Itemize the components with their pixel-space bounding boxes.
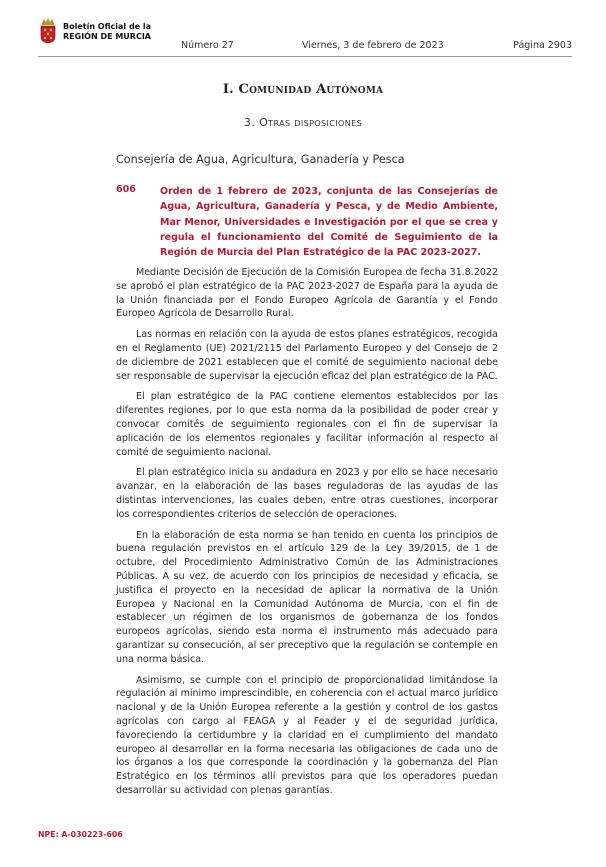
murcia-coat-of-arms-icon	[38, 16, 58, 44]
body-paragraph: En la elaboración de esta norma se han tenido en cuenta los principios de buena regulación previstos en el artículo 129 de la Ley 39/2015, de 1 de octubre, del Procedimiento Administrativo Común de las Administraciones Públicas. A su vez, de acuerdo con los principios de necesidad y eficacia, se justifica el proyecto en la necesidad de aplicar la normativa de la Unión Europea y Nacional en la Comunidad Autónoma de Murcia, con el fin de establecer un régimen de los organismos de gobernanza de los fondos europeos agrícolas, siendo esta norma el instrumento más adecuado para garantizar su consecución, al ser preceptivo que la regulación se contemple en una norma básica.	[116, 529, 498, 665]
department-name: Consejería de Agua, Agricultura, Ganadería y Pesca	[116, 153, 405, 166]
order-body	[116, 266, 498, 805]
publication-line-1: Boletín Oficial de la	[63, 22, 152, 31]
body-paragraph: Las normas en relación con la ayuda de estos planes estratégicos, recogida en el Reglamento (UE) 2021/2115 del Parlamento Europeo y del Consejo de 2 de diciembre de 2021 establecen que el comité de seguimiento nacional debe ser responsable de supervisar la ejecución eficaz del plan estratégico de la PAC.	[116, 329, 498, 382]
publication-line-2: REGIÓN DE MURCIA	[63, 32, 151, 41]
body-paragraph: Mediante Decisión de Ejecución de la Comisión Europea de fecha 31.8.2022 se aprobó el plan estratégico de la PAC 2023-2027 de España para la ayuda de la Unión financiada por el Fondo Europeo Agrícola de Garantía y el Fondo Europeo Agrícola de Desarrollo Rural.	[116, 267, 498, 320]
order-title: Orden de 1 febrero de 2023, conjunta de las Consejerías de Agua, Agricultura, Ganadería y Pesca, y de Medio Ambiente, Mar Menor, Universidades e Investigación por el que se crea y regula el funcionamiento del Comité de Seguimiento de la Región de Murcia del Plan Estratégico de la PAC 2023-2027.	[160, 186, 498, 259]
section-title: I. Comunidad Autónoma	[222, 82, 384, 97]
header-divider	[38, 56, 572, 57]
body-paragraph: Asimismo, se cumple con el principio de proporcionalidad limitándose la regulación al mínimo imprescindible, en coherencia con el actual marco jurídico nacional y de la Unión Europea referente a la gestión y control de los gastos agrícolas con cargo al FEAGA y al Feader y el de seguridad jurídica, favoreciendo la certidumbre y la claridad en el cumplimiento del mandato europeo al desarrollar en la forma necesaria las obligaciones de cada uno de los órganos a los que corresponde la coordinación y la gobernanza del Plan Estratégico en los términos allí previstos para que los operadores puedan desarrollar su actividad con plenas garantías.	[116, 674, 498, 796]
issue-date: Viernes, 3 de febrero de 2023	[302, 40, 444, 51]
publication-name	[63, 22, 151, 42]
subsection-title: 3. Otras disposiciones	[243, 116, 363, 129]
body-paragraph: El plan estratégico inicia su andadura en 2023 y por ello se hace necesario avanzar, en la elaboración de las bases reguladoras de las ayudas de las distintas intervenciones, las cuales deben, entre otras cuestiones, incorporar los correspondientes criterios de selección de operaciones.	[116, 467, 498, 520]
body-paragraph: El plan estratégico de la PAC contiene elementos establecidos por las diferentes regiones, por lo que esta norma da la posibilidad de poder crear y convocar comités de seguimiento regionales con el fin de supervisar la aplicación de los elementos regionales y facilitar información al respecto al comité de seguimiento nacional.	[116, 391, 498, 458]
page-number: Página 2903	[513, 40, 572, 51]
npe-footer: NPE: A-030223-606	[38, 830, 123, 839]
order-number: 606	[116, 184, 136, 195]
page-header	[38, 16, 572, 60]
issue-number: Número 27	[181, 40, 234, 51]
